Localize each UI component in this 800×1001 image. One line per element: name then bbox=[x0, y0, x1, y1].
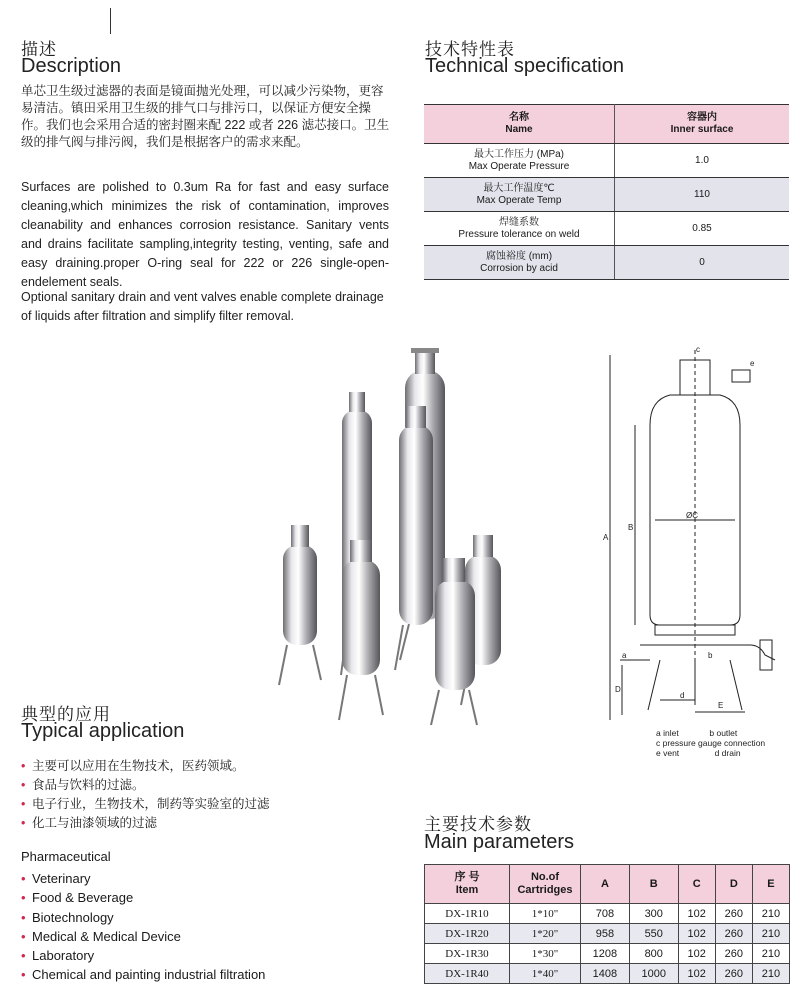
application-title-cn: 典型的应用 bbox=[21, 705, 111, 724]
label-B: B bbox=[628, 523, 634, 532]
drawing-legend: a inlet b outlet c pressure gauge connection e vent d drain bbox=[656, 728, 766, 758]
label-d: d bbox=[680, 691, 685, 700]
label-D: D bbox=[615, 685, 621, 694]
list-item: • 食品与饮料的过滤。 bbox=[21, 778, 145, 792]
description-title-en: Description bbox=[21, 55, 122, 77]
tech-spec-row: 腐蚀裕度 (mm) Corrosion by acid 0 bbox=[424, 246, 789, 280]
list-item: • 化工与油漆领域的过滤 bbox=[21, 816, 158, 830]
tech-spec-row: 最大工作压力 (MPa) Max Operate Pressure 1.0 bbox=[424, 144, 789, 178]
table-row: DX-1R40 1*40" 1408 1000 102 260 210 bbox=[425, 964, 790, 984]
table-row: DX-1R20 1*20" 958 550 102 260 210 bbox=[425, 924, 790, 944]
application-list-en bbox=[21, 869, 381, 985]
table-row: DX-1R30 1*30" 1208 800 102 260 210 bbox=[425, 944, 790, 964]
description-paragraph-en: Surfaces are polished to 0.3um Ra for fast and easy surface cleaning,which minimizes the risk of contamination, improves cleanability and enhances corrosion resistance. Sanitary vents and drains facilitate sampling,integrity testing, venting, safe and easy draining.proper O-ring seal for 222 or 226 single-open-endelement seals. bbox=[21, 180, 389, 289]
list-item: • Chemical and painting industrial filtration bbox=[21, 967, 266, 983]
filter-housing-medium bbox=[395, 406, 433, 670]
filter-housing-center bbox=[339, 540, 383, 720]
application-list-cn bbox=[21, 757, 381, 833]
list-item: • Medical & Medical Device bbox=[21, 928, 181, 944]
label-E: E bbox=[718, 701, 724, 710]
tech-spec-header-row bbox=[424, 105, 789, 144]
main-params-table bbox=[424, 864, 790, 984]
list-item: • Biotechnology bbox=[21, 909, 114, 925]
description-title-cn: 描述 bbox=[21, 40, 57, 59]
main-params-header-row: 序 号 Item No.of Cartridges A B C D E bbox=[425, 865, 790, 904]
list-item: • Laboratory bbox=[21, 948, 95, 964]
main-params-title-en: Main parameters bbox=[424, 831, 575, 853]
description-paragraph-cn: 单芯卫生级过滤器的表面是镜面抛光处理，可以减少污染物，更容易清洁。镇田采用卫生级的排气口与排污口，以保证方便安全操作。我们也会采用合适的密封圈来配 222 或者 226 滤芯接口。卫生级的排气阀与排污阀，我们是根据客户的需求来配。 bbox=[21, 84, 390, 149]
list-item: • Veterinary bbox=[21, 871, 91, 886]
label-c: c bbox=[696, 345, 700, 354]
tech-spec-table bbox=[424, 104, 789, 280]
main-params-title-cn: 主要技术参数 bbox=[424, 815, 532, 834]
list-item: • Food & Beverage bbox=[21, 890, 134, 906]
top-divider bbox=[110, 8, 111, 34]
application-heading-en: Pharmaceutical bbox=[21, 849, 111, 864]
tech-spec-header-value: 容器内 Inner surface bbox=[615, 105, 790, 144]
technical-drawing bbox=[600, 340, 790, 760]
list-item: • 主要可以应用在生物技术，医药领域。 bbox=[21, 759, 245, 773]
tech-spec-header-name: 名称 Name bbox=[424, 105, 615, 144]
filter-housing-small-left bbox=[279, 525, 321, 685]
label-C: ØC bbox=[686, 511, 698, 520]
label-b: b bbox=[708, 651, 713, 660]
tech-spec-title-en: Technical specification bbox=[425, 55, 624, 77]
product-photo bbox=[255, 330, 505, 730]
label-e: e bbox=[750, 359, 755, 368]
table-row: DX-1R10 1*10" 708 300 102 260 210 bbox=[425, 904, 790, 924]
description-paragraph-en-2: Optional sanitary drain and vent valves enable complete drainage of liquids after filtration and simplify filter removal. bbox=[21, 290, 384, 323]
tech-spec-title-cn: 技术特性表 bbox=[425, 40, 515, 59]
list-item: • 电子行业，生物技术，制药等实验室的过滤 bbox=[21, 797, 270, 811]
application-title-en: Typical application bbox=[21, 720, 185, 742]
tech-spec-row: 焊缝系数 Pressure tolerance on weld 0.85 bbox=[424, 212, 789, 246]
label-A: A bbox=[603, 533, 609, 542]
tech-spec-row: 最大工作温度℃ Max Operate Temp 110 bbox=[424, 178, 789, 212]
label-a: a bbox=[622, 651, 627, 660]
